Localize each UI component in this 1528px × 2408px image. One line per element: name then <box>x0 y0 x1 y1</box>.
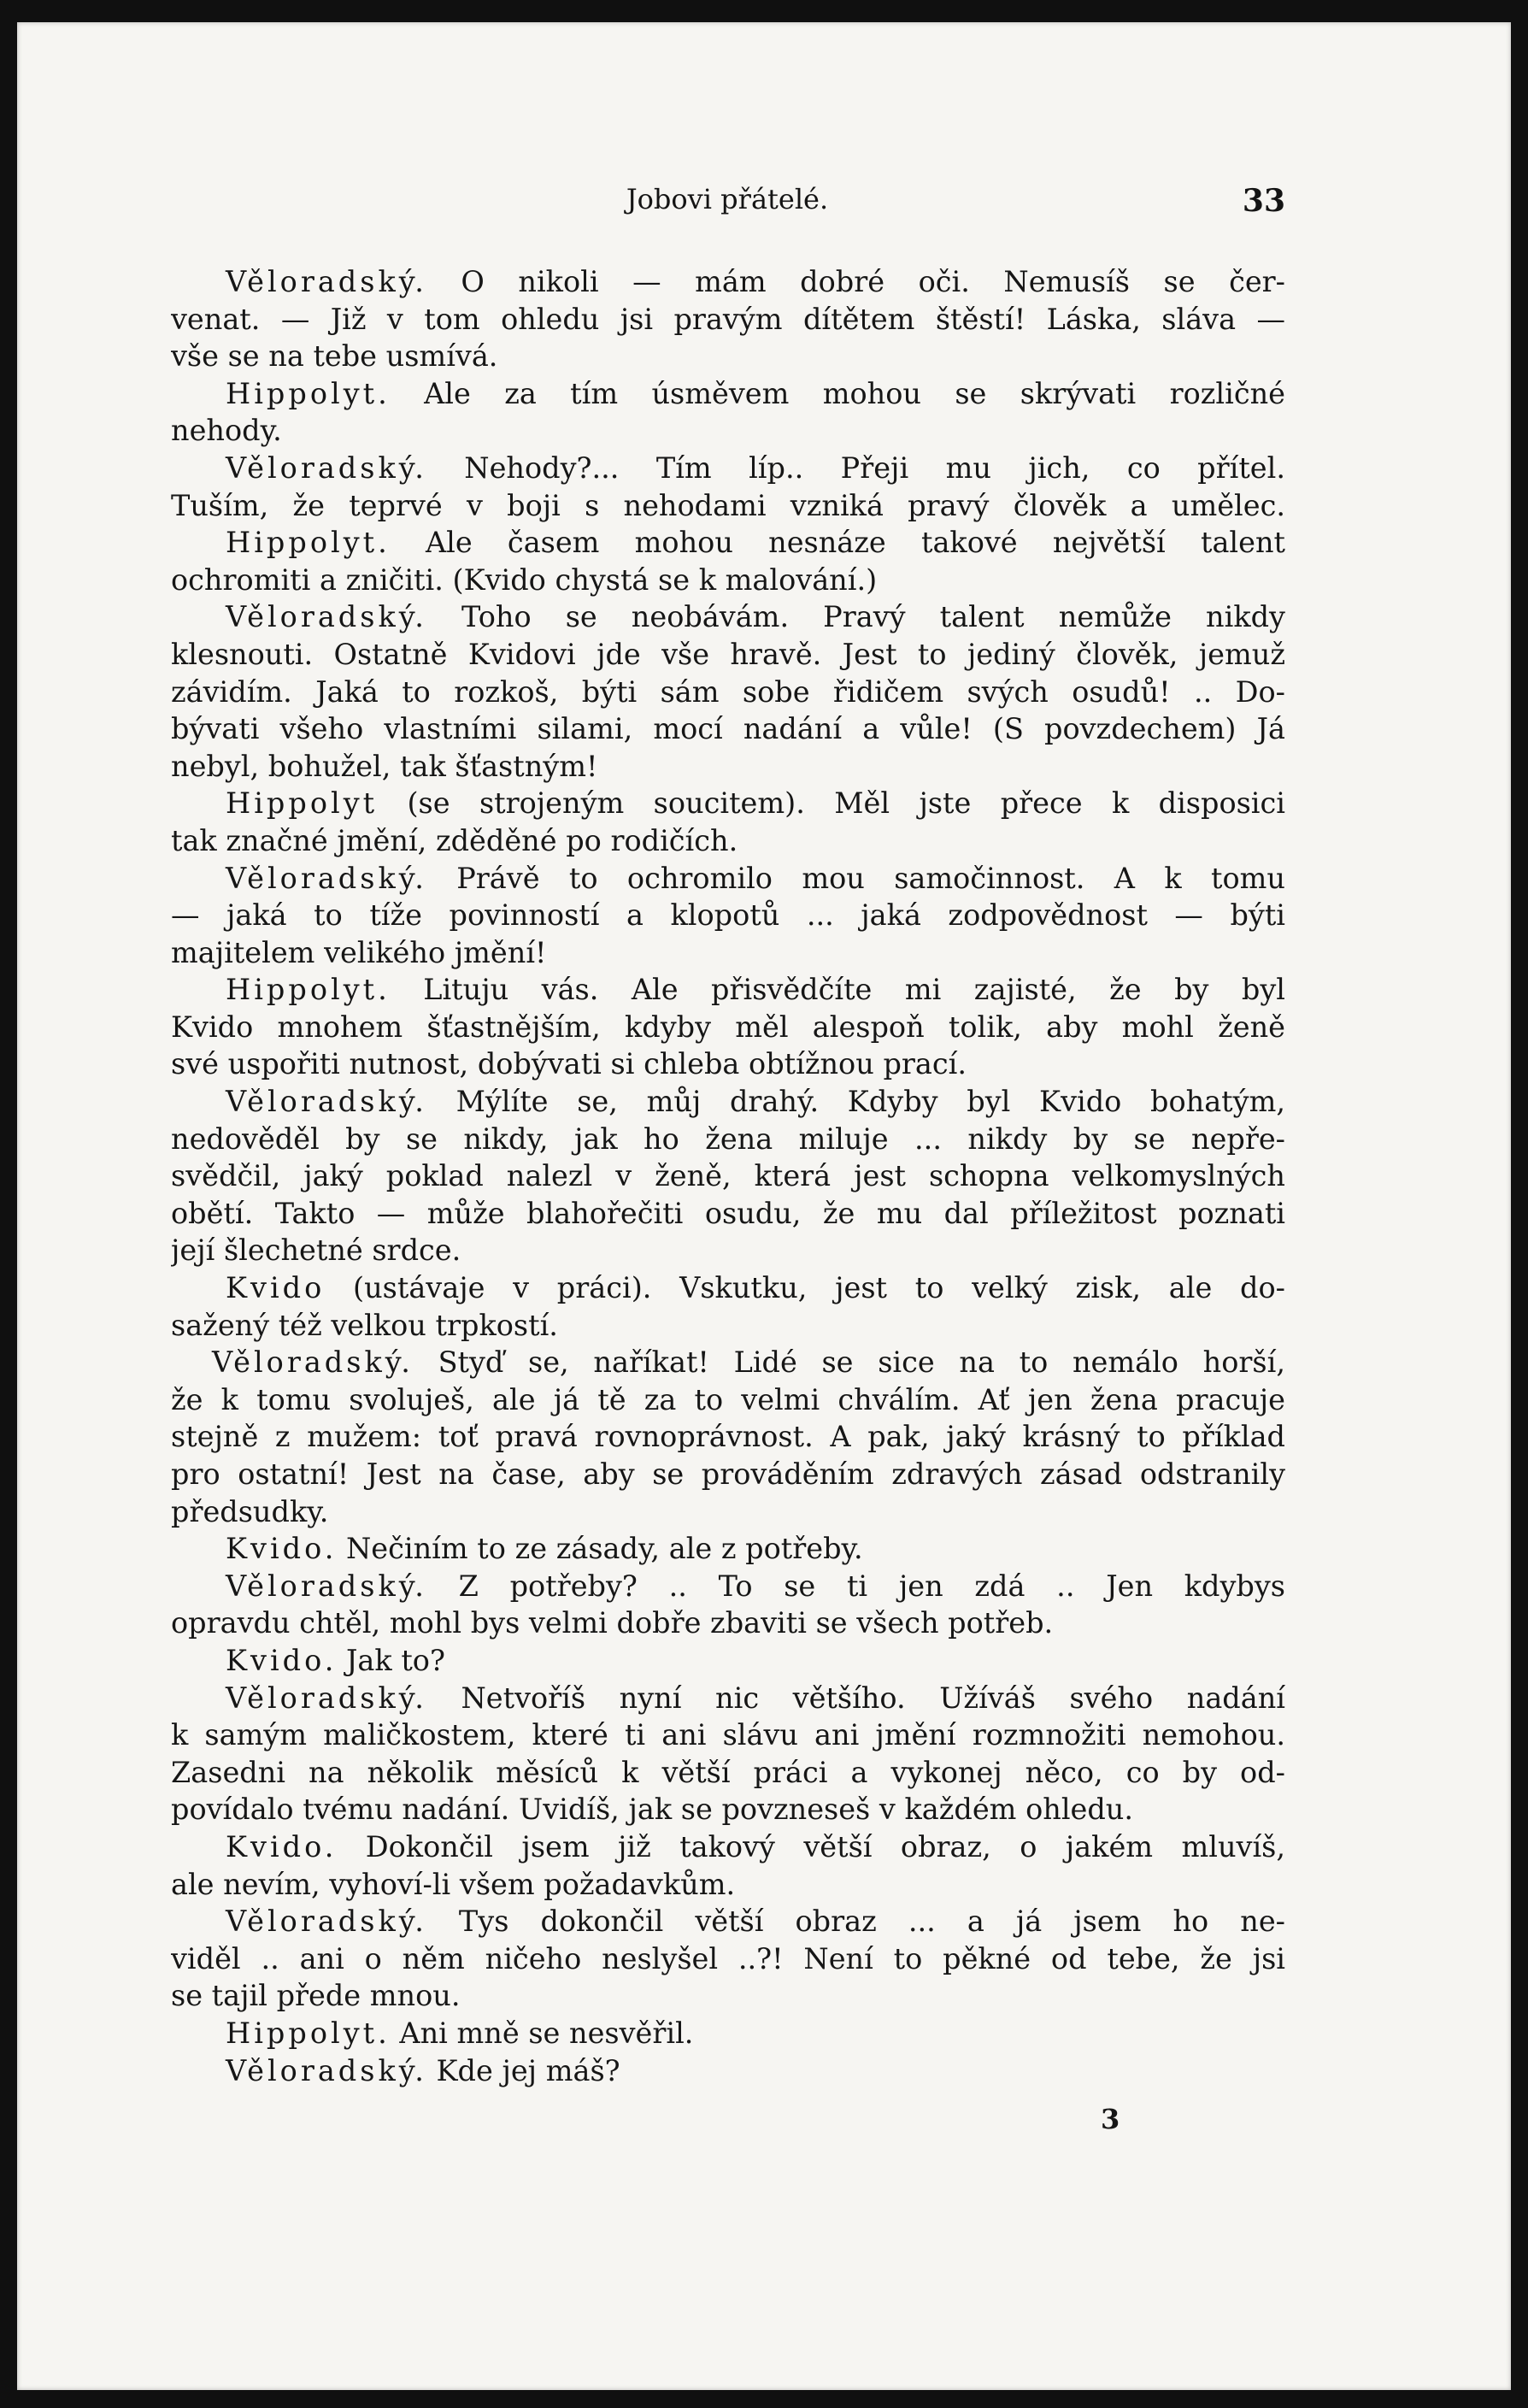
text-line <box>171 897 1285 934</box>
line-text: závidím. Jaká to rozkoš, býti sám sobe řidičem svých osudů! .. Do- <box>171 674 1285 709</box>
speaker-name: Věloradský. <box>226 265 427 298</box>
line-text: viděl .. ani o něm ničeho neslyšel ..?! Není to pěkné od tebe, že jsi <box>171 1941 1285 1975</box>
speaker-name: Kvido <box>226 1271 326 1305</box>
line-text: Tuším, že teprvé v boji s nehodami vzniká pravý člověk a umělec. <box>171 488 1285 522</box>
line-text: Tys dokončil větší obraz ... a já jsem ho ne- <box>426 1905 1285 1939</box>
text-line <box>171 1157 1285 1195</box>
line-text: své uspořiti nutnost, dobývati si chleba obtížnou prací. <box>171 1047 967 1081</box>
text-line <box>171 785 1285 822</box>
text-line <box>171 860 1285 898</box>
text-line <box>171 1940 1285 1978</box>
speaker-name: Hippolyt <box>226 786 379 821</box>
text-line <box>171 1344 1285 1381</box>
text-line <box>171 1045 1285 1083</box>
line-text: její šlechetné srdce. <box>171 1233 461 1268</box>
text-line <box>171 375 1285 413</box>
line-text: Lituju vás. Ale přisvědčíte mi zajisté, že by byl <box>390 973 1285 1007</box>
line-text: Kde jej máš? <box>426 2053 620 2087</box>
line-text: O nikoli — mám dobré oči. Nemusíš se čer- <box>426 265 1285 298</box>
line-text: Kvido mnohem šťastnějším, kdyby měl alespoň tolik, aby mohl ženě <box>171 1010 1285 1044</box>
line-text: ale nevím, vyhoví-li všem požadavkům. <box>171 1867 736 1901</box>
text-line <box>171 1680 1285 1717</box>
line-text: vše se na tebe usmívá. <box>171 339 498 374</box>
text-line <box>171 1716 1285 1754</box>
text-line <box>171 674 1285 711</box>
text-line <box>171 748 1285 786</box>
line-text: pro ostatní! Jest na čase, aby se prováděním zdravých zásad odstranily <box>171 1457 1285 1491</box>
line-text: Styď se, naříkat! Lidé se sice na to nemálo horší, <box>413 1345 1285 1380</box>
line-text: opravdu chtěl, mohl bys velmi dobře zbaviti se všech potřeb. <box>171 1606 1054 1640</box>
line-text: (se strojeným soucitem). Měl jste přece k disposici <box>378 786 1285 821</box>
line-text: Mýlíte se, můj drahý. Kdyby byl Kvido bohatým, <box>426 1085 1285 1119</box>
text-line <box>171 1977 1285 2015</box>
text-line <box>171 1642 1285 1680</box>
line-text: svědčil, jaký poklad nalezl v ženě, která jest schopna velkomyslných <box>171 1159 1285 1193</box>
speaker-name: Věloradský. <box>226 2053 427 2087</box>
line-text: Právě to ochromilo mou samočinnost. A k tomu <box>426 861 1285 895</box>
text-line <box>171 598 1285 636</box>
text-line <box>171 1307 1285 1345</box>
text-line <box>171 1754 1285 1792</box>
text-line <box>171 1009 1285 1046</box>
text-line <box>171 1121 1285 1158</box>
line-text: majitelem velikého jmění! <box>171 935 547 969</box>
text-line <box>171 2015 1285 2052</box>
text-line <box>171 971 1285 1009</box>
line-text: klesnouti. Ostatně Kvidovi jde vše hravě. Jest to jediný člověk, jemuž <box>171 637 1285 671</box>
text-line <box>171 487 1285 525</box>
speaker-name: Hippolyt. <box>226 526 391 560</box>
line-text: tak značné jmění, zděděné po rodičích. <box>171 823 738 857</box>
speaker-name: Hippolyt. <box>226 973 391 1007</box>
text-line <box>171 1456 1285 1493</box>
text-line <box>171 524 1285 562</box>
printer-signature-mark: 3 <box>1101 2103 1120 2135</box>
text-line <box>171 562 1285 599</box>
line-text: bývati všeho vlastními silami, mocí nadání a vůle! (S povzdechem) Já <box>171 712 1285 746</box>
text-line <box>171 1866 1285 1904</box>
text-line <box>171 1903 1285 1940</box>
speaker-name: Věloradský. <box>226 1681 427 1715</box>
line-text: k samým maličkostem, které ti ani slávu ani jmění rozmnožiti nemohou. <box>171 1718 1285 1752</box>
line-text: Z potřeby? .. To se ti jen zdá .. Jen kdybys <box>426 1569 1285 1603</box>
line-text: stejně z mužem: toť pravá rovnoprávnost. A pak, jaký krásný to příklad <box>171 1420 1285 1454</box>
text-line <box>171 710 1285 748</box>
line-text: (ustávaje v práci). Vskutku, jest to velký zisk, ale do- <box>325 1271 1285 1305</box>
text-line <box>171 1828 1285 1866</box>
text-line <box>171 412 1285 450</box>
text-line <box>171 636 1285 674</box>
line-text: Nečiním to ze zásady, ale z potřeby. <box>337 1532 863 1566</box>
text-line <box>171 1269 1285 1307</box>
line-text: — jaká to tíže povinností a klopotů ... jaká zodpovědnost — býti <box>171 898 1285 933</box>
speaker-name: Věloradský. <box>212 1345 414 1380</box>
speaker-name: Hippolyt. <box>226 376 391 410</box>
line-text: Dokončil jsem již takový větší obraz, o jakém mluvíš, <box>337 1829 1285 1863</box>
speaker-name: Věloradský. <box>226 1905 427 1939</box>
speaker-name: Věloradský. <box>226 1085 427 1119</box>
line-text: Ale časem mohou nesnáze takové největší talent <box>390 526 1285 560</box>
dialogue-text <box>171 263 1285 2089</box>
speaker-name: Kvido. <box>226 1829 338 1863</box>
text-line <box>171 2052 1285 2090</box>
text-line <box>171 450 1285 487</box>
line-text: Toho se neobávám. Pravý talent nemůže nikdy <box>426 600 1285 634</box>
line-text: venat. — Již v tom ohledu jsi pravým dítětem štěstí! Láska, sláva — <box>171 302 1285 336</box>
line-text: předsudky. <box>171 1494 329 1528</box>
line-text: ochromiti a zničiti. (Kvido chystá se k malování.) <box>171 562 878 597</box>
text-line <box>171 1791 1285 1828</box>
text-line <box>171 1195 1285 1233</box>
page-number: 33 <box>1242 183 1285 219</box>
running-title: Jobovi přátelé. <box>626 183 829 215</box>
line-text: nehody. <box>171 414 282 448</box>
speaker-name: Kvido. <box>226 1532 338 1566</box>
text-line <box>171 1604 1285 1642</box>
line-text: nedověděl by se nikdy, jak ho žena miluje ... nikdy by se nepře- <box>171 1122 1285 1156</box>
line-text: Zasedni na několik měsíců k větší práci a vykonej něco, co by od- <box>171 1755 1285 1789</box>
speaker-name: Věloradský. <box>226 1569 427 1603</box>
text-line <box>171 934 1285 972</box>
text-line <box>171 1418 1285 1456</box>
speaker-name: Věloradský. <box>226 600 427 634</box>
text-line <box>171 1568 1285 1605</box>
text-line <box>171 301 1285 339</box>
line-text: sažený též velkou trpkostí. <box>171 1308 558 1342</box>
line-text: Jak to? <box>337 1643 445 1677</box>
text-line <box>171 1493 1285 1531</box>
speaker-name: Hippolyt. <box>226 2016 391 2050</box>
line-text: že k tomu svoluješ, ale já tě za to velmi chválím. Ať jen žena pracuje <box>171 1382 1285 1416</box>
line-text: Ale za tím úsměvem mohou se skrývati rozličné <box>390 376 1285 410</box>
line-text: Ani mně se nesvěřil. <box>390 2016 694 2050</box>
text-line <box>171 1381 1285 1419</box>
speaker-name: Věloradský. <box>226 861 427 895</box>
line-text: Netvoříš nyní nic většího. Užíváš svého nadání <box>426 1681 1285 1715</box>
line-text: nebyl, bohužel, tak šťastným! <box>171 749 598 783</box>
text-line <box>171 1530 1285 1568</box>
text-line <box>171 1083 1285 1121</box>
text-line <box>171 822 1285 860</box>
line-text: Nehody?... Tím líp.. Přeji mu jich, co přítel. <box>426 450 1285 485</box>
text-line <box>171 1232 1285 1269</box>
line-text: obětí. Takto — může blahořečiti osudu, že mu dal příležitost poznati <box>171 1196 1285 1230</box>
line-text: se tajil přede mnou. <box>171 1979 461 2013</box>
text-line <box>171 263 1285 301</box>
line-text: povídalo tvému nadání. Uvidíš, jak se povzneseš v každém ohledu. <box>171 1793 1134 1827</box>
speaker-name: Věloradský. <box>226 450 427 485</box>
page-header <box>169 183 1285 226</box>
speaker-name: Kvido. <box>226 1643 338 1677</box>
text-line <box>171 338 1285 375</box>
